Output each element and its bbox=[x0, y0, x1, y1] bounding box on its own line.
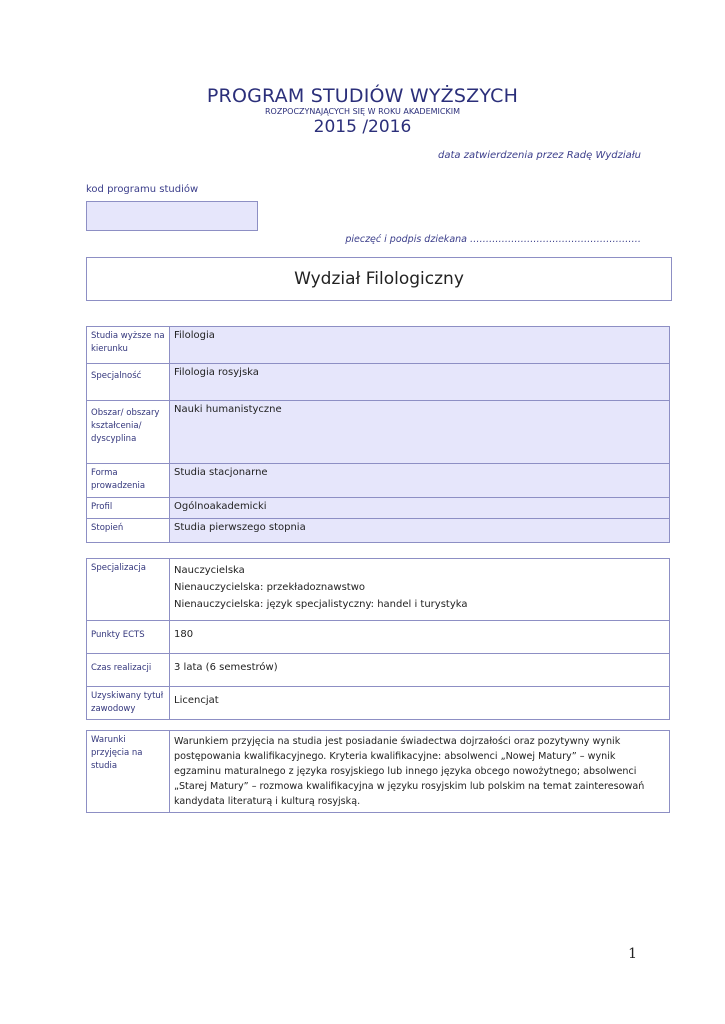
academic-year: 2015 /2016 bbox=[313, 117, 412, 137]
table-row bbox=[87, 464, 670, 498]
table-row bbox=[87, 519, 670, 543]
page-number: 1 bbox=[628, 946, 637, 962]
table-row bbox=[87, 364, 670, 401]
specialization-list bbox=[170, 559, 670, 621]
row-value: Studia pierwszego stopnia bbox=[170, 519, 670, 543]
basic-info-table bbox=[86, 326, 670, 543]
table-row bbox=[87, 654, 670, 687]
program-code-field[interactable] bbox=[86, 201, 258, 231]
document-subtitle: ROZPOCZYNAJĄCYCH SIĘ W ROKU AKADEMICKIM bbox=[265, 107, 460, 116]
faculty-name: Wydział Filologiczny bbox=[294, 269, 464, 289]
program-code-label: kod programu studiów bbox=[86, 184, 199, 195]
row-value: Licencjat bbox=[170, 687, 670, 720]
text-line: postępowania kwalifikacyjnego. Kryteria kwalifikacyjne: absolwenci „Nowej Matury” – wynik bbox=[174, 751, 616, 762]
list-item: Nienauczycielska: język specjalistyczny: handel i turystyka bbox=[174, 599, 468, 610]
admission-text bbox=[170, 731, 670, 813]
row-value: 3 lata (6 semestrów) bbox=[170, 654, 670, 687]
row-value: Filologia rosyjska bbox=[170, 364, 670, 401]
table-row bbox=[87, 498, 670, 519]
row-label: Studia wyższe na kierunku bbox=[87, 327, 170, 364]
table-row bbox=[87, 621, 670, 654]
row-value: Filologia bbox=[170, 327, 670, 364]
text-line: egzaminu maturalnego z języka rosyjskiego lub innego języka obcego nowożytnego; absolwenci bbox=[174, 766, 637, 777]
faculty-box bbox=[86, 257, 672, 301]
table-row bbox=[87, 559, 670, 621]
table-row bbox=[87, 401, 670, 464]
dean-signature-line: pieczęć i podpis dziekana ……………………………………………… bbox=[345, 234, 641, 245]
list-item: Nauczycielska bbox=[174, 565, 245, 576]
text-line: kandydata literaturą i kulturą rosyjską. bbox=[174, 796, 361, 807]
row-label: Uzyskiwany tytuł zawodowy bbox=[87, 687, 170, 720]
row-value: Nauki humanistyczne bbox=[170, 401, 670, 464]
row-value: 180 bbox=[170, 621, 670, 654]
text-line: „Starej Matury” – rozmowa kwalifikacyjna w języku rosyjskim lub polskim na temat zainteresowań bbox=[174, 781, 645, 792]
row-label: Obszar/ obszary kształcenia/ dyscyplina bbox=[87, 401, 170, 464]
approval-date-note: data zatwierdzenia przez Radę Wydziału bbox=[438, 150, 641, 161]
row-label: Specjalność bbox=[87, 364, 170, 401]
table-row bbox=[87, 731, 670, 813]
document-title: PROGRAM STUDIÓW WYŻSZYCH bbox=[206, 85, 519, 107]
row-label: Stopień bbox=[87, 519, 170, 543]
row-value: Ogólnoakademicki bbox=[170, 498, 670, 519]
row-value: Studia stacjonarne bbox=[170, 464, 670, 498]
row-label: Forma prowadzenia bbox=[87, 464, 170, 498]
admission-table bbox=[86, 730, 670, 813]
table-row bbox=[87, 687, 670, 720]
row-label: Profil bbox=[87, 498, 170, 519]
row-label: Czas realizacji bbox=[87, 654, 170, 687]
list-item: Nienauczycielska: przekładoznawstwo bbox=[174, 582, 365, 593]
row-label: Warunki przyjęcia na studia bbox=[87, 731, 170, 813]
row-label: Specjalizacja bbox=[87, 559, 170, 621]
table-row bbox=[87, 327, 670, 364]
text-line: Warunkiem przyjęcia na studia jest posiadanie świadectwa dojrzałości oraz pozytywny wynik bbox=[174, 736, 621, 747]
program-details-table bbox=[86, 558, 670, 720]
row-label: Punkty ECTS bbox=[87, 621, 170, 654]
